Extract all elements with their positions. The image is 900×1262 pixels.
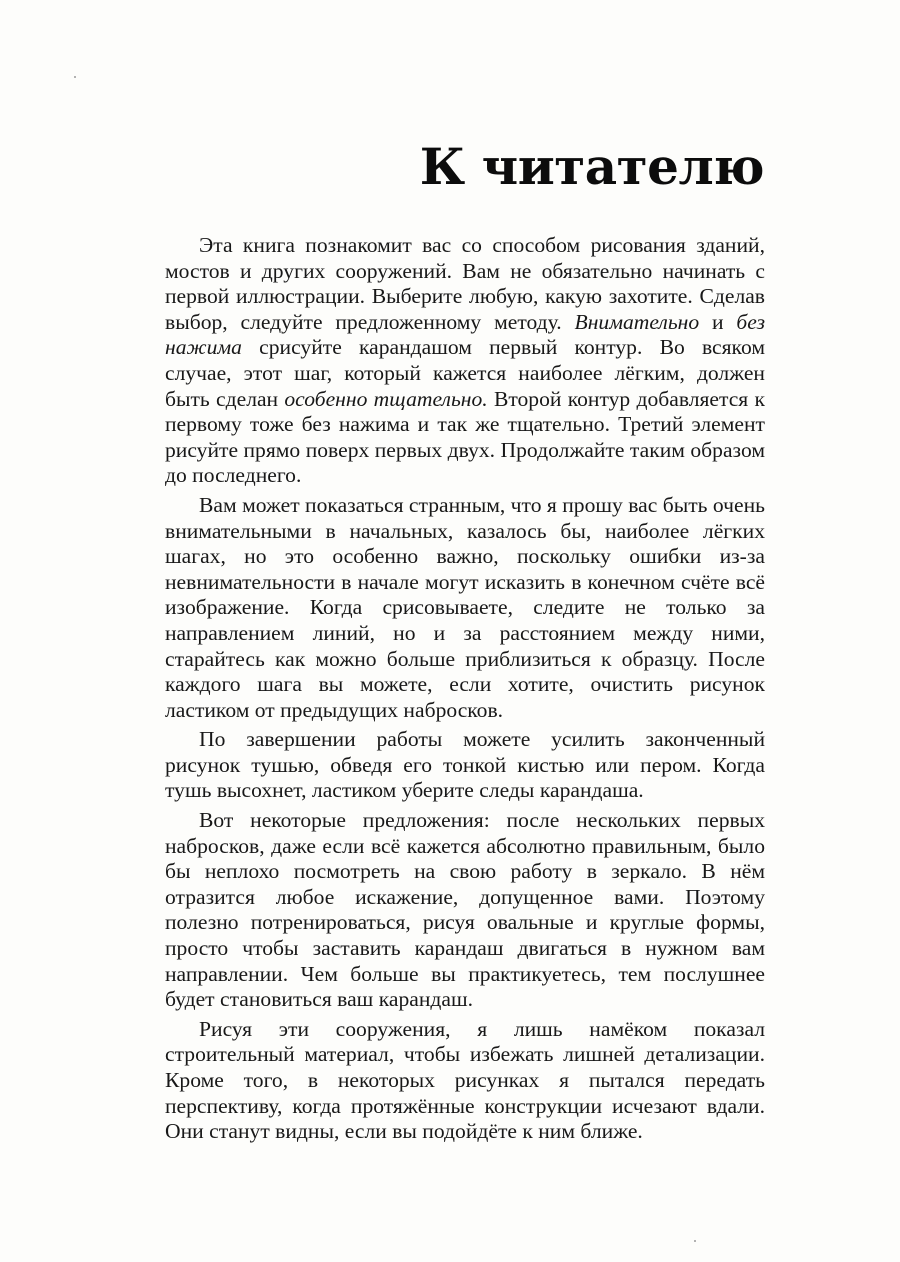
paragraph-4: Вот некоторые предложения: после нескольких первых набросков, даже если всё кажется абсолютно правильным, было бы неплохо посмотреть на свою работу в зеркало. В нём отразится любое искажение, допущенное вами. Поэтому полезно потренироваться, рисуя овальные и круглые формы, просто чтобы заставить карандаш двигаться в нужном вам направлении. Чем больше вы практикуетесь, тем послушнее будет становиться ваш карандаш. [165,808,765,1012]
paragraph-1-text: Эта книга познакомит вас со способом рисования зданий, мостов и других сооружений. Вам не обязательно начинать с первой иллюстрации. Выберите любую, какую захотите. Сделав выбор, следуйте предложенному методу. [165,233,765,334]
paragraph-1 [165,233,765,489]
emphasis-text: особенно тщательно. [284,386,488,411]
scan-speck [74,76,76,78]
scan-speck [694,1240,696,1242]
emphasis-text: без нажима [165,309,765,360]
paragraph-1-text: и [699,309,737,334]
paragraph-2: Вам может показаться странным, что я прошу вас быть очень внимательными в начальных, казалось бы, наиболее лёгких шагах, но это особенно важно, поскольку ошибки из-за невнимательности в начале могут исказить в конечном счёте всё изображение. Когда срисовываете, следите не только за направлением линий, но и за расстоянием между ними, старайтесь как можно больше приблизиться к образцу. После каждого шага вы можете, если хотите, очистить рисунок ластиком от предыдущих набросков. [165,492,765,722]
paragraph-5: Рисуя эти сооружения, я лишь намёком показал строительный материал, чтобы избежать лишней детализации. Кроме того, в некоторых рисунках я пытался передать перспективу, когда протяжённые конструкции исчезают вдали. Они станут видны, если вы подойдёте к ним ближе. [165,1016,765,1144]
paragraph-3: По завершении работы можете усилить законченный рисунок тушью, обведя его тонкой кистью или пером. Когда тушь высохнет, ластиком уберите следы карандаша. [165,727,765,803]
paragraph-1-text: срисуйте карандашом первый контур. Во всяком случае, этот шаг, который кажется наиболее лёгким, должен быть сделан [165,335,765,411]
page-title: К читателю [419,137,764,196]
emphasis-text: Внимательно [574,309,700,334]
paragraph-1-text: Второй контур добавляется к первому тоже без нажима и так же тщательно. Третий элемент рисуйте прямо поверх первых двух. Продолжайте таким образом до последнего. [165,386,765,488]
body-text [165,233,765,1145]
